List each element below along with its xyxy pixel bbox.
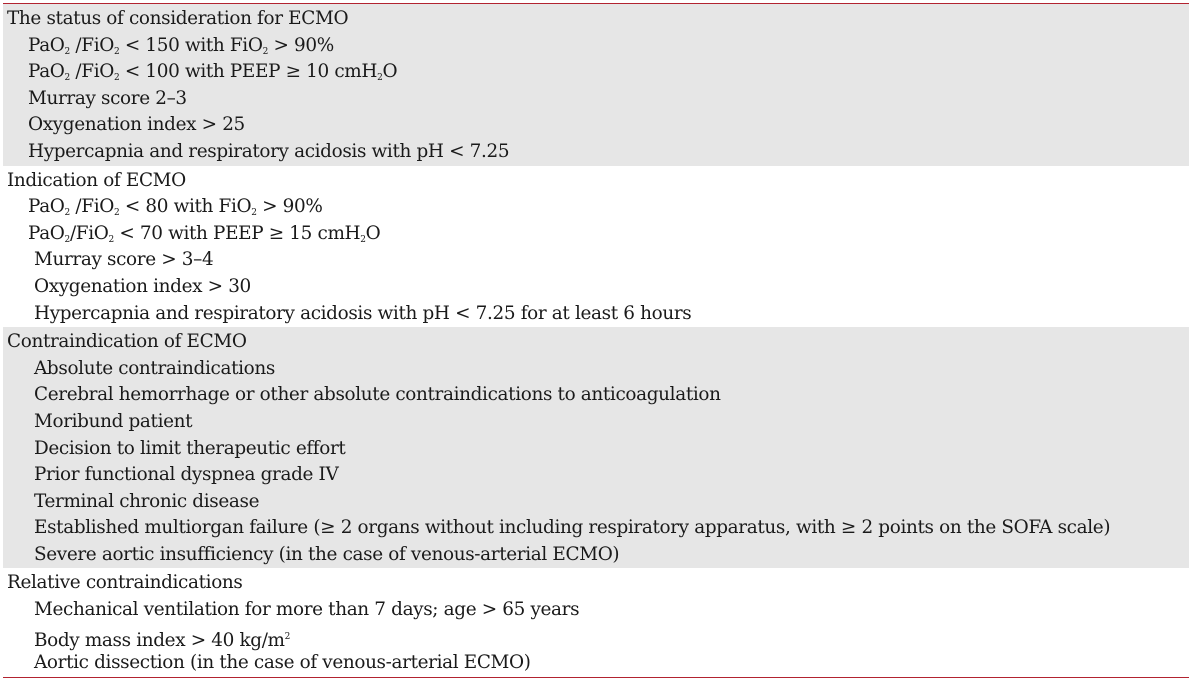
section-heading: Indication of ECMO [7,169,186,191]
section-heading: Relative contraindications [7,572,243,594]
list-item: Prior functional dyspnea grade IV [34,464,339,486]
ecmo-criteria-table [3,3,1189,678]
section-heading: Contraindication of ECMO [7,331,247,353]
section-indication [3,166,1189,328]
section-relative-contraindications [3,568,1189,676]
list-item: Decision to limit therapeutic effort [34,437,346,459]
list-item: Mechanical ventilation for more than 7 days; age > 65 years [34,599,580,621]
list-item: PaO2 /FiO2 < 150 with FiO2 > 90% [28,34,334,57]
list-item: Terminal chronic disease [34,490,260,512]
list-item: Cerebral hemorrhage or other absolute contraindications to anticoagulation [34,384,721,406]
list-item: Oxygenation index > 25 [28,114,245,136]
list-item: Severe aortic insufficiency (in the case of venous-arterial ECMO) [34,543,620,565]
list-item: Body mass index > 40 $kg/m^2$ [34,629,291,651]
list-item: Established multiorgan failure (≥ 2 organs without including respiratory apparatus, with ≥ 2 points on the SOFA scale) [34,517,1111,539]
list-item: Aortic dissection (in the case of venous-arterial ECMO) [34,652,531,674]
list-item: Murray score 2–3 [28,87,187,109]
list-item: Oxygenation index > 30 [34,275,251,297]
section-contraindication [3,327,1189,568]
list-item: Moribund patient [34,410,193,432]
list-item: Absolute contraindications [34,357,275,379]
list-item: Hypercapnia and respiratory acidosis with pH < 7.25 for at least 6 hours [34,302,692,324]
list-item: PaO2 /FiO2 < 80 with FiO2 > 90% [28,196,323,219]
section-heading: The status of consideration for ECMO [7,8,349,29]
list-item: Murray score > 3–4 [34,249,214,271]
list-item: PaO2 /FiO2 < 100 with PEEP ≥ 10 cmH2O [28,61,398,84]
section-consideration [3,4,1189,166]
list-item: PaO2/FiO2 < 70 with PEEP ≥ 15 cmH2O [28,222,381,245]
list-item: Hypercapnia and respiratory acidosis with pH < 7.25 [28,140,510,162]
